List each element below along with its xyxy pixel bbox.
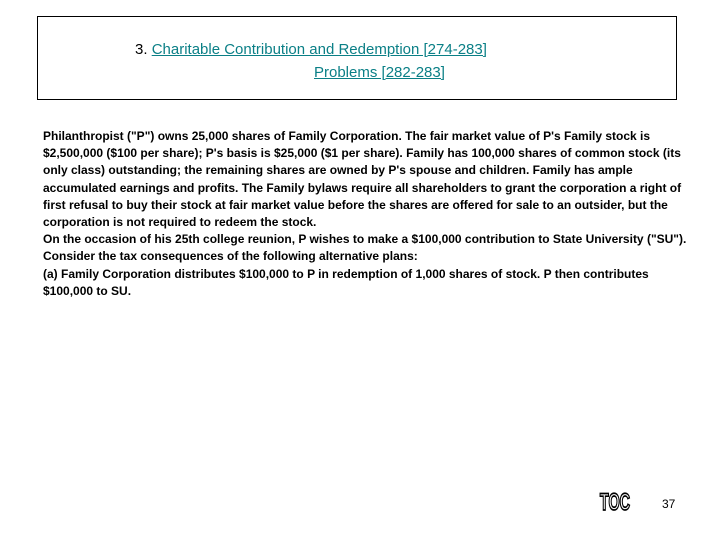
problems-link[interactable]: Problems [282-283] <box>314 64 445 81</box>
title-box <box>37 16 677 100</box>
title-line-1 <box>135 41 487 58</box>
paragraph-question: On the occasion of his 25th college reunion, P wishes to make a $100,000 contribution to State University ("SU"). Consider the tax consequences of the following alternative plans: <box>43 232 687 264</box>
problem-text <box>43 128 688 300</box>
paragraph-facts: Philanthropist ("P") owns 25,000 shares of Family Corporation. The fair market value of P's Family stock is $2,500,000 ($100 per share); P's basis is $25,000 ($1 per share). Family has 100,000 shares of common stock (its only class) outstanding; the remaining shares are owned by P's spouse and children. Family has ample accumulated earnings and profits. The Family bylaws require all shareholders to grant the corporation a right of first refusal to buy their stock at fair market value before the shares are offered for sale to an outsider, but the corporation is not required to redeem the stock. <box>43 129 682 230</box>
page-number: 37 <box>662 497 676 511</box>
section-number: 3. <box>135 41 152 58</box>
toc-label: TOC <box>599 491 631 517</box>
title-line-2 <box>314 64 445 81</box>
section-title-link[interactable]: Charitable Contribution and Redemption [274-283] <box>151 41 487 58</box>
paragraph-plan-a: (a) Family Corporation distributes $100,000 to P in redemption of 1,000 shares of stock. P then contributes $100,000 to SU. <box>43 266 649 298</box>
toc-button[interactable] <box>597 491 633 517</box>
